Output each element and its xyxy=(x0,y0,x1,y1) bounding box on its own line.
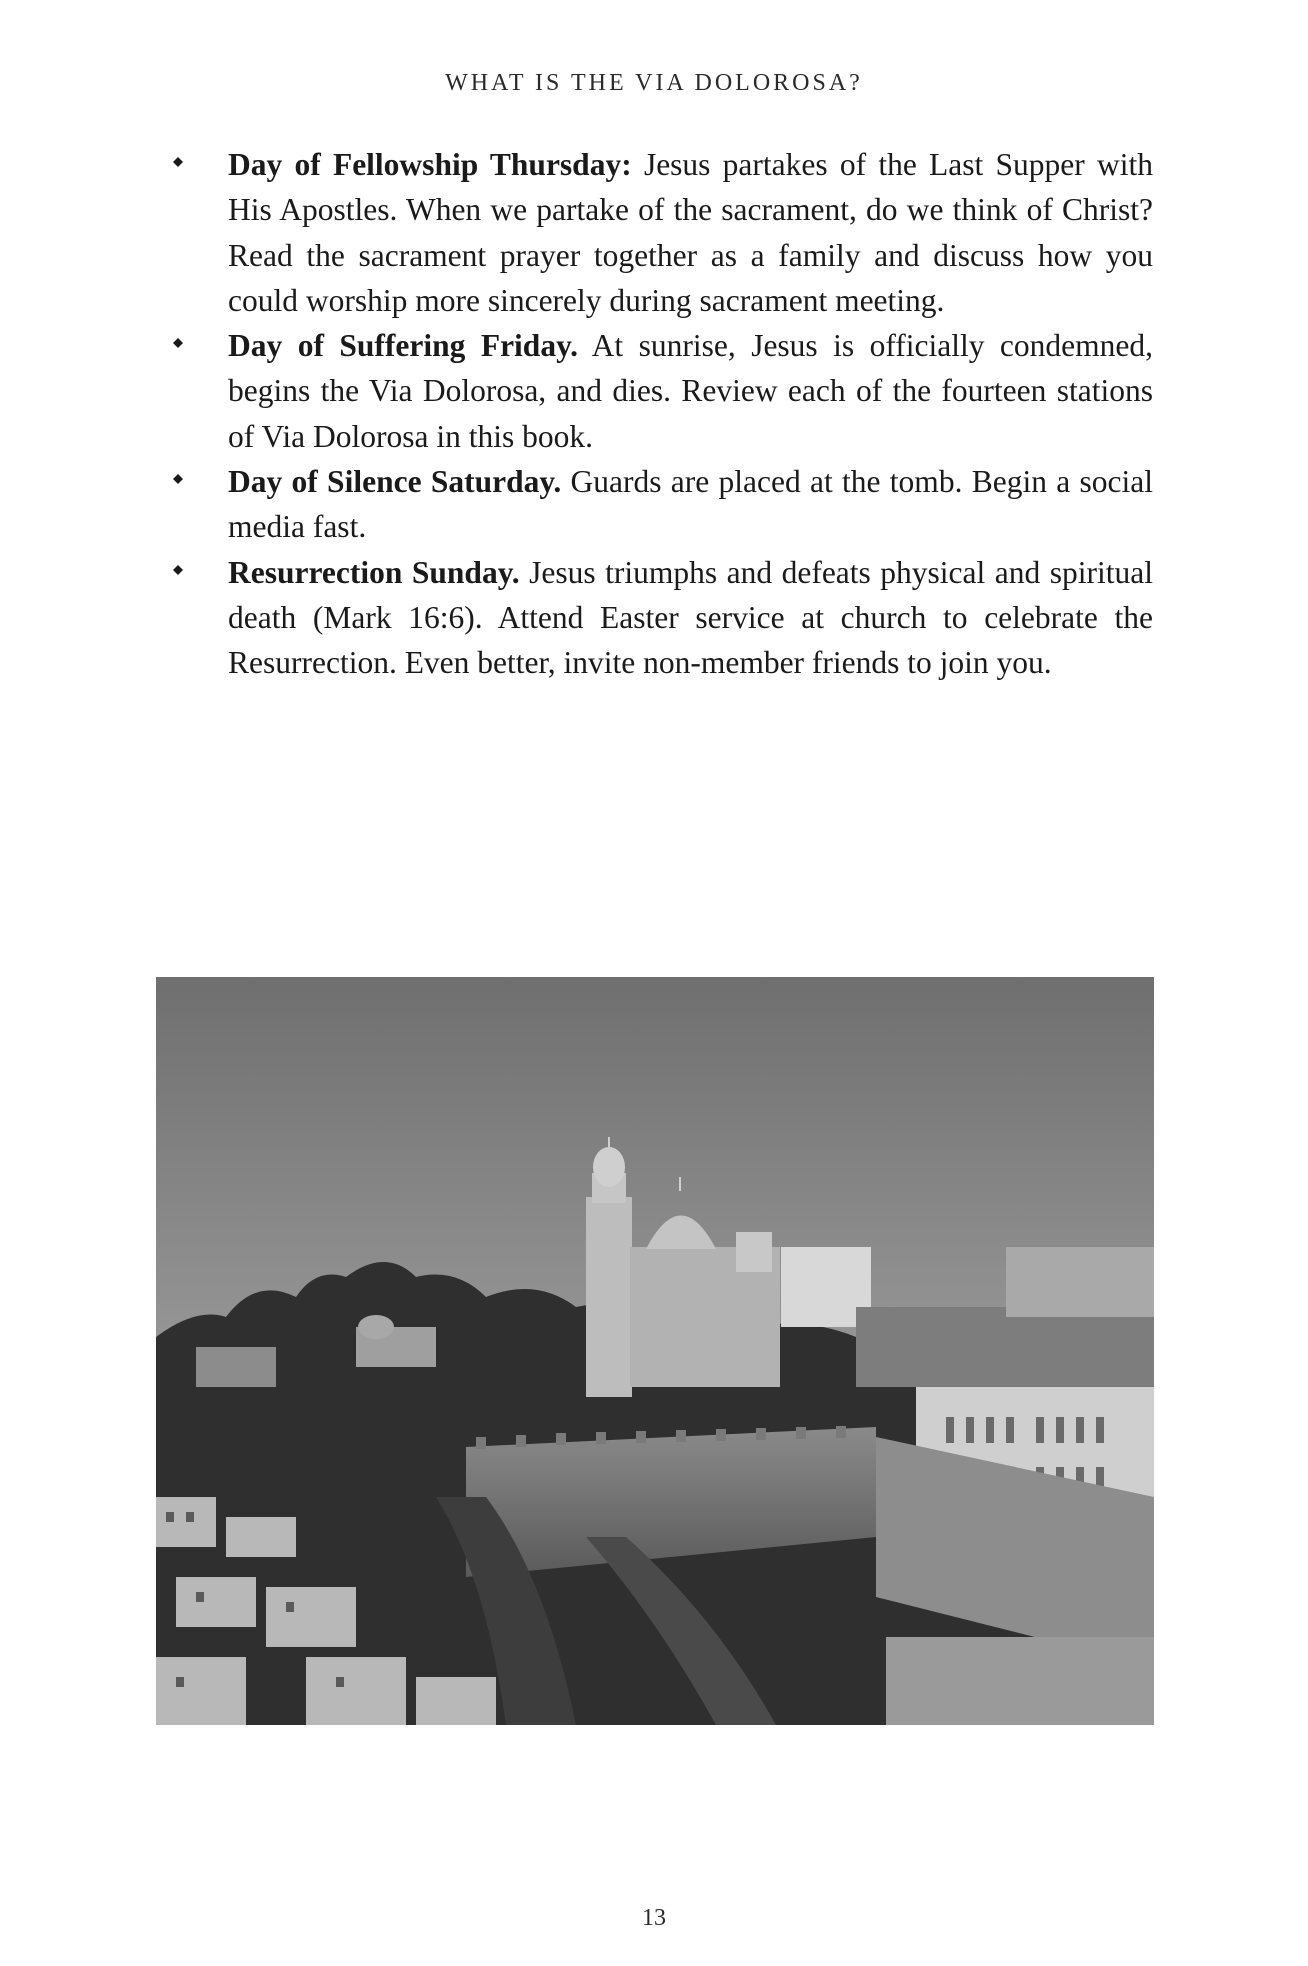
bullet-list xyxy=(228,142,1153,686)
list-item-text: Guards are placed at the tomb. Begin a social media fast. xyxy=(228,464,1153,545)
running-head: WHAT IS THE VIA DOLOROSA? xyxy=(445,70,863,96)
list-item-text: Jesus triumphs and defeats physical and spiritual death (Mark 16:6). Attend Easter service at church to celebrate the Resurrection. Even better, invite non-member friends to join you. xyxy=(228,554,1153,681)
list-item xyxy=(228,459,1153,550)
list-item-term: Resurrection Sunday. xyxy=(228,554,520,590)
diamond-bullet-icon xyxy=(173,565,183,575)
jerusalem-city-photo xyxy=(156,977,1154,1725)
list-item-term: Day of Fellowship Thursday: xyxy=(228,147,632,182)
page-number: 13 xyxy=(642,1905,666,1931)
list-item-text: Jesus partakes of the Last Supper with His Apostles. When we partake of the sacrament, do we think of Christ? Read the sacrament prayer together as a family and discuss how you could worship more sincerely during sacrament meeting. xyxy=(228,147,1153,318)
list-item xyxy=(228,550,1153,686)
list-item xyxy=(228,142,1153,323)
list-item-text: At sunrise, Jesus is officially condemned, begins the Via Dolorosa, and dies. Review each of the fourteen stations of Via Dolorosa in this book. xyxy=(228,328,1153,454)
list-item-term: Day of Silence Saturday. xyxy=(228,464,562,500)
diamond-bullet-icon xyxy=(173,157,183,167)
diamond-bullet-icon xyxy=(173,474,183,484)
list-item xyxy=(228,323,1153,459)
list-item-term: Day of Suffering Friday. xyxy=(228,328,578,364)
diamond-bullet-icon xyxy=(173,338,183,348)
